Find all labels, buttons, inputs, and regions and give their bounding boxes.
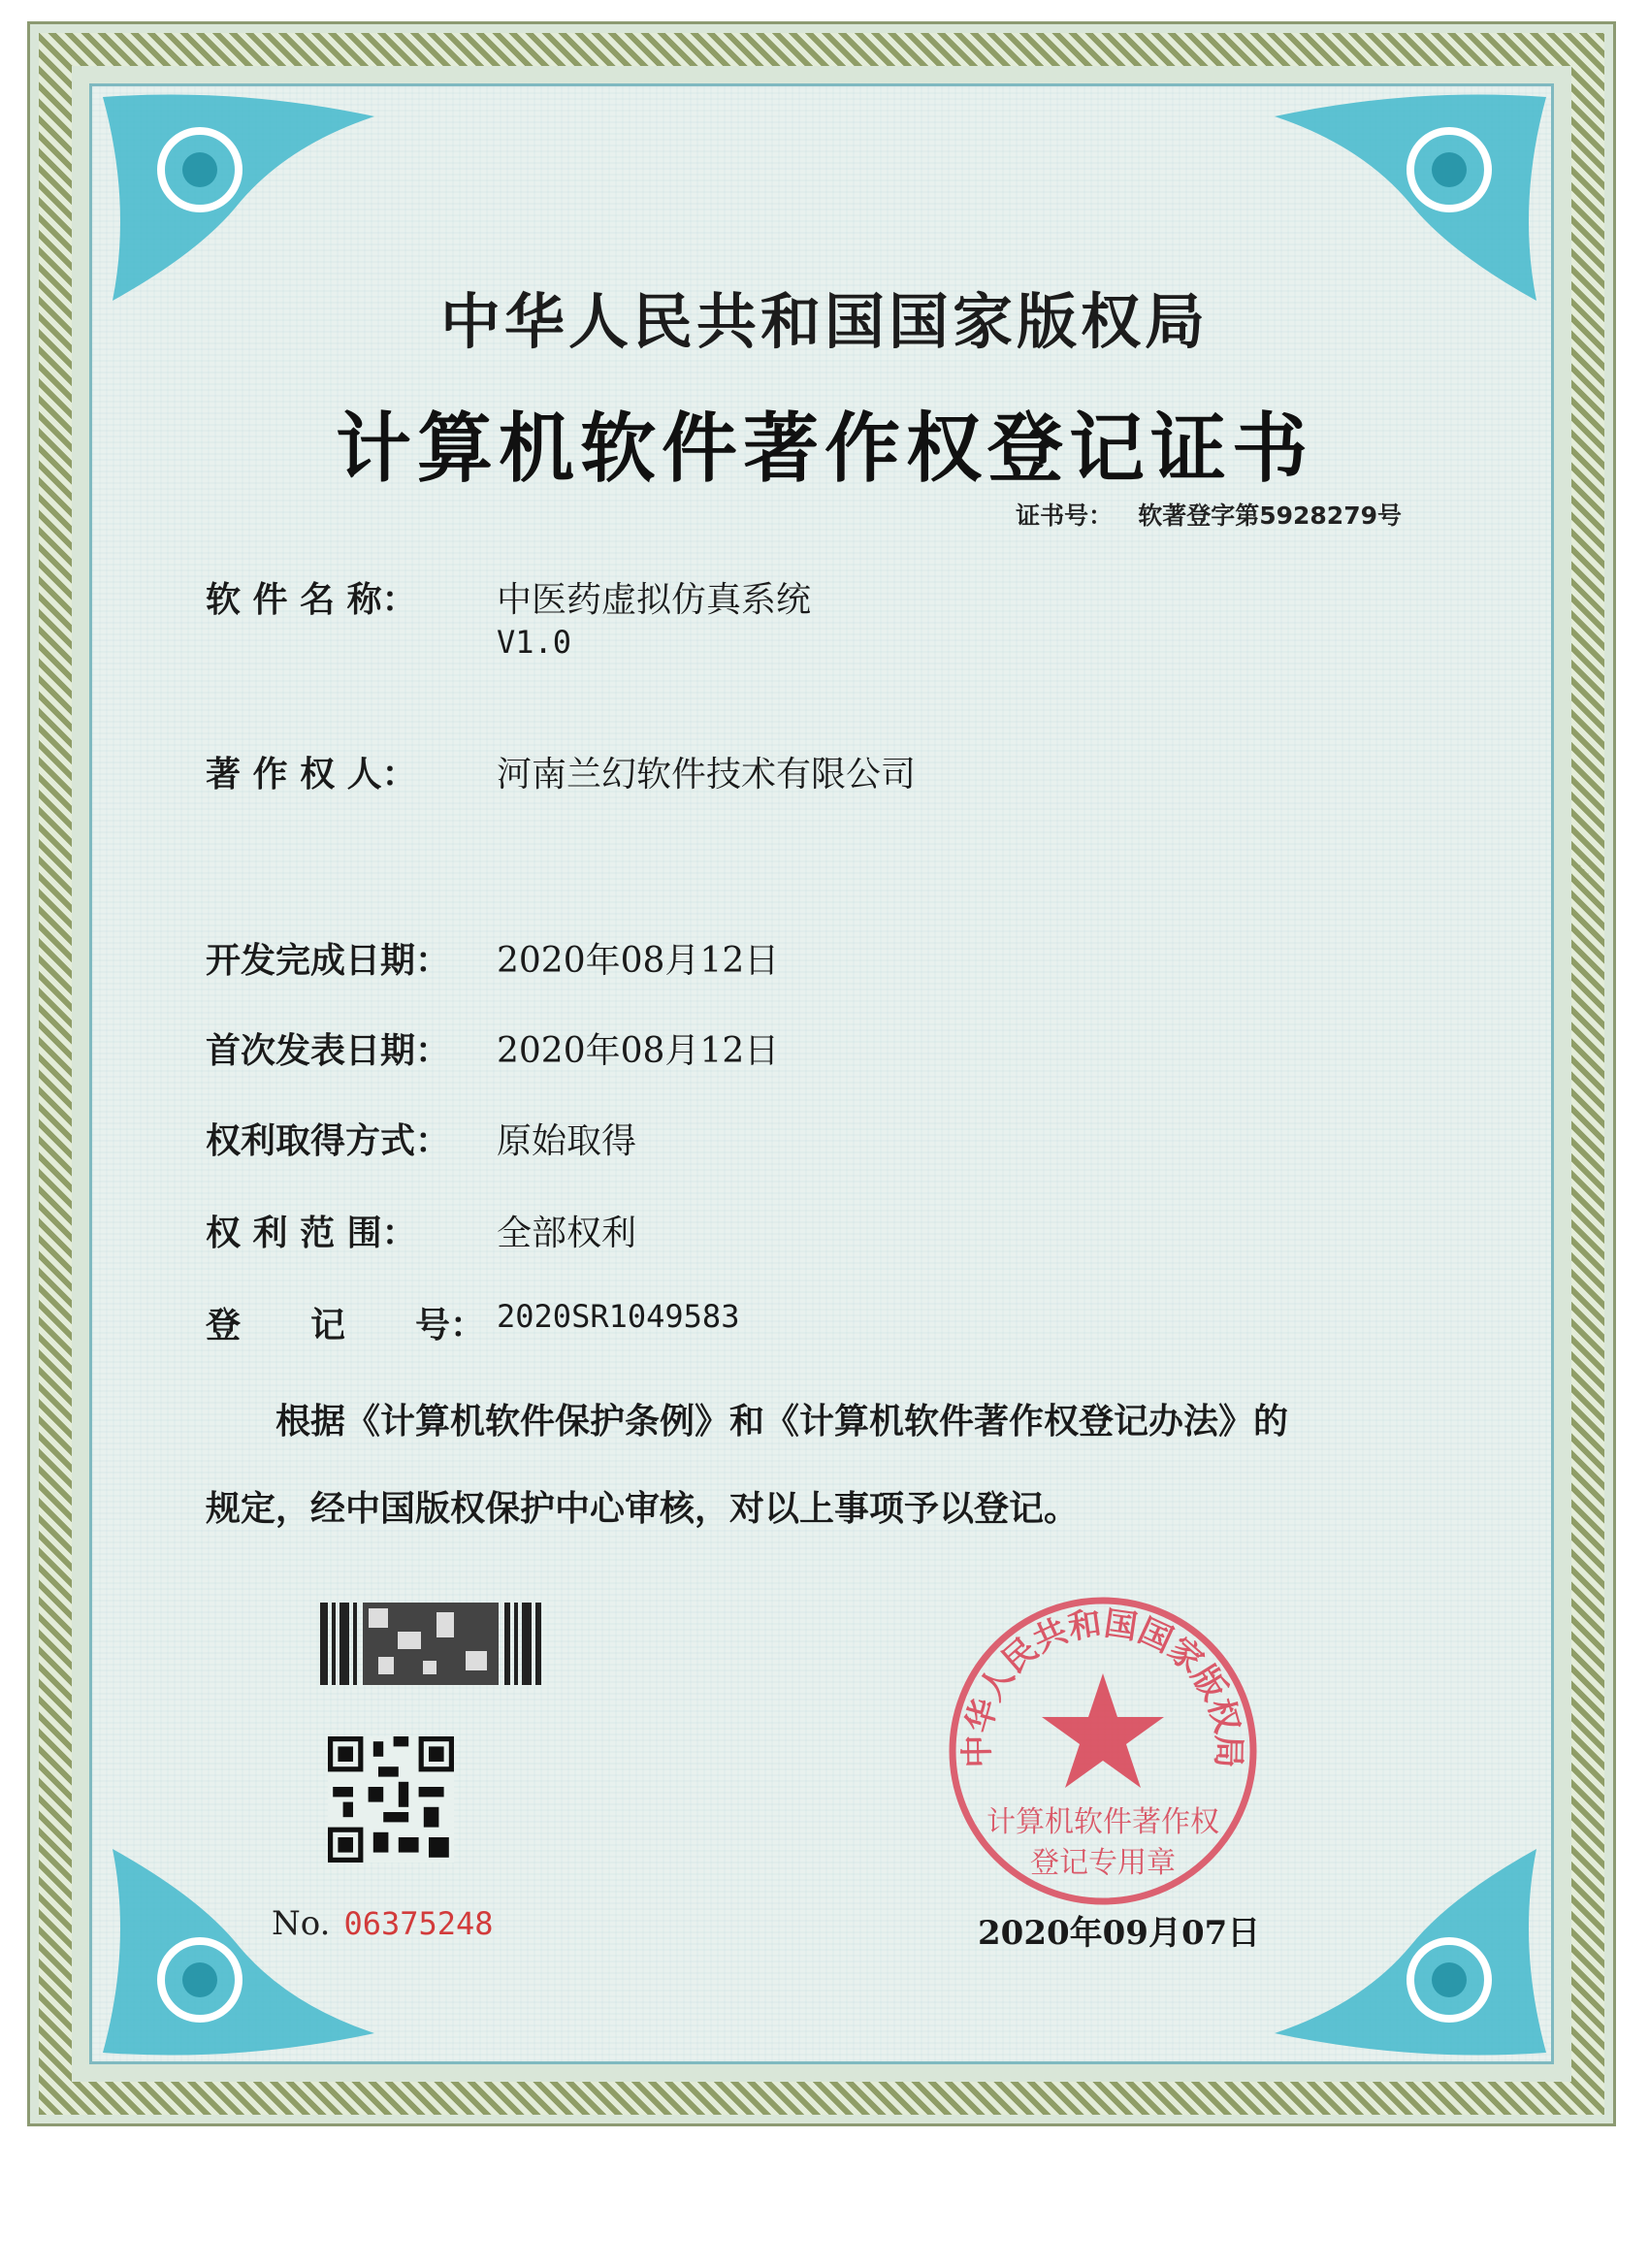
field-acquire-method bbox=[206, 1114, 636, 1163]
field-label: 权利取得方式： bbox=[206, 1120, 451, 1161]
field-value: 2020年08月12日 bbox=[497, 941, 780, 981]
qr-code bbox=[328, 1736, 454, 1863]
statement-line-2: 规定，经中国版权保护中心审核，对以上事项予以登记。 bbox=[206, 1488, 1080, 1529]
corner-ornament-bottom-right bbox=[1265, 1839, 1556, 2062]
issue-date: 2020年09月07日 bbox=[978, 1914, 1261, 1953]
certificate-number bbox=[1016, 497, 1402, 532]
software-name: 中医药虚拟仿真系统 bbox=[497, 580, 812, 620]
field-label: 登 记 号： bbox=[206, 1305, 486, 1345]
inner-panel bbox=[89, 83, 1554, 2064]
field-label: 开发完成日期： bbox=[206, 940, 451, 981]
field-owner bbox=[206, 747, 916, 796]
field-label: 首次发表日期： bbox=[206, 1030, 451, 1071]
field-pub-date bbox=[206, 1023, 779, 1073]
statement-line-1: 根据《计算机软件保护条例》和《计算机软件著作权登记办法》的 bbox=[275, 1401, 1289, 1442]
field-value: 河南兰幻软件技术有限公司 bbox=[497, 755, 917, 794]
field-software-name bbox=[206, 572, 811, 662]
serial-number-value: 06375248 bbox=[343, 1905, 494, 1942]
seal-line-2: 登记专用章 bbox=[1030, 1846, 1176, 1880]
official-seal bbox=[943, 1591, 1263, 1911]
field-rights-scope bbox=[206, 1206, 636, 1255]
certificate-title: 计算机软件著作权登记证书 bbox=[335, 405, 1313, 493]
field-value: 2020SR1049583 bbox=[497, 1298, 740, 1335]
field-value: 2020年08月12日 bbox=[497, 1031, 780, 1071]
corner-ornament-bottom-left bbox=[93, 1839, 384, 2062]
field-registration-number bbox=[206, 1298, 739, 1347]
field-label: 著 作 权 人： bbox=[206, 754, 417, 794]
barcode bbox=[320, 1603, 543, 1685]
field-dev-date bbox=[206, 933, 779, 983]
field-value bbox=[497, 572, 811, 662]
issuing-authority: 中华人民共和国国家版权局 bbox=[439, 286, 1209, 357]
statement bbox=[206, 1377, 1447, 1552]
software-version: V1.0 bbox=[497, 624, 572, 661]
certificate-number-value: 软著登字第5928279号 bbox=[1138, 502, 1402, 530]
field-value: 全部权利 bbox=[497, 1214, 637, 1253]
field-label: 软 件 名 称： bbox=[206, 579, 417, 620]
serial-number bbox=[272, 1904, 494, 1943]
serial-number-label: No. bbox=[272, 1904, 331, 1943]
field-label: 权 利 范 围： bbox=[206, 1213, 417, 1253]
field-value: 原始取得 bbox=[497, 1121, 637, 1161]
seal-ring-text: 中华人民共和国国家版权局 bbox=[957, 1604, 1248, 1768]
certificate-number-label: 证书号： bbox=[1016, 502, 1114, 530]
seal-line-1: 计算机软件著作权 bbox=[986, 1805, 1219, 1839]
